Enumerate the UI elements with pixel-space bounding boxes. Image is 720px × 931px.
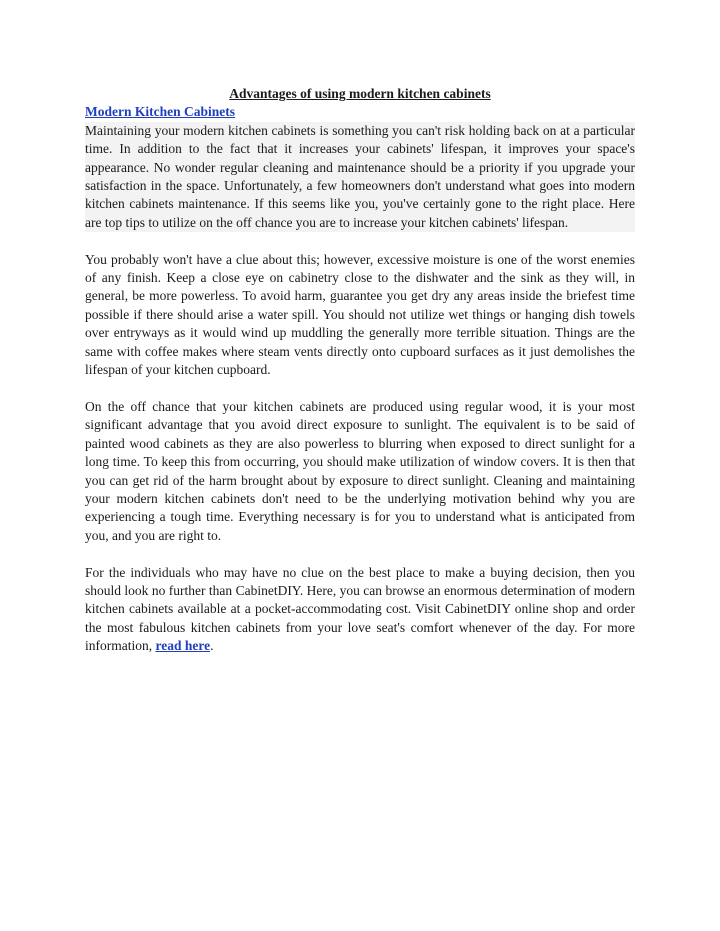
paragraph-2: You probably won't have a clue about this; however, excessive moisture is one of the worst enemies of any finish. Keep a close eye on cabinetry close to the dishwater and the sink as they will, in general, be more powerless. To avoid harm, guarantee you get dry any areas inside the briefest time possible if there should arise a water spill. You should not utilize wet things or hanging dish towels over entryways as it would wind up muddling the generally more terrible situation. Things are the same with coffee makes where steam vents directly onto cupboard surfaces as it just demolishes the lifespan of your kitchen cupboard. bbox=[85, 251, 635, 378]
read-here-link[interactable]: read here bbox=[155, 638, 211, 654]
modern-kitchen-cabinets-link[interactable]: Modern Kitchen Cabinets bbox=[85, 104, 235, 120]
document-page bbox=[85, 85, 635, 656]
paragraph-4-text: For the individuals who may have no clue on the best place to make a buying decision, then you should look no further than CabinetDIY. Here, you can browse an enormous determination of modern kitchen cabinets available at a pocket-accommodating cost. Visit CabinetDIY online shop and order the most fabulous kitchen cabinets from your love seat's comfort whenever of the day. For more information, bbox=[85, 564, 635, 654]
document-title: Advantages of using modern kitchen cabinets bbox=[229, 86, 491, 101]
paragraph-4-end: . bbox=[210, 638, 214, 654]
paragraph-4 bbox=[85, 564, 635, 656]
paragraph-3: On the off chance that your kitchen cabinets are produced using regular wood, it is your most significant advantage that you avoid direct exposure to sunlight. The equivalent is to be said of painted wood cabinets as they are also powerless to blurring when exposed to direct sunlight for a long time. To keep this from occurring, you should make utilization of window covers. It is then that you can get rid of the harm brought about by exposure to direct sunlight. Cleaning and maintaining your modern kitchen cabinets don't need to be the underlying motivation behind why you are experiencing a tough time. Everything necessary is for you to understand what is anticipated from you, and you are right to. bbox=[85, 398, 635, 543]
paragraph-1: Maintaining your modern kitchen cabinets is something you can't risk holding back on at a particular time. In addition to the fact that it increases your cabinets' lifespan, it improves your space's appearance. No wonder regular cleaning and maintenance should be a priority if you upgrade your satisfaction in the space. Unfortunately, a few homeowners don't understand what goes into modern kitchen cabinets maintenance. If this seems like you, you've certainly gone to the right place. Here are top tips to utilize on the off chance you are to increase your kitchen cabinets' lifespan. bbox=[85, 122, 635, 232]
